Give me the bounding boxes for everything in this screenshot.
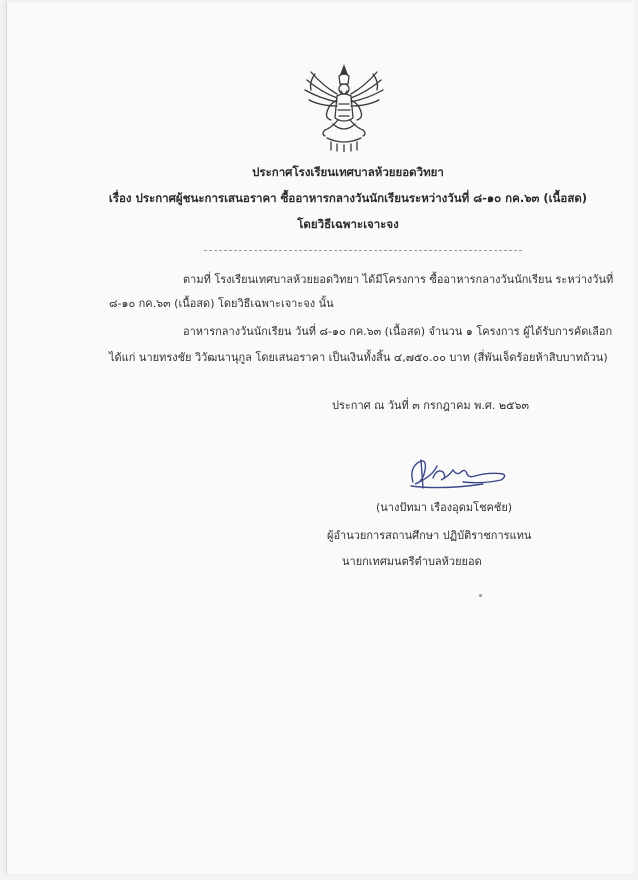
paragraph-2-line-2: ได้แก่ นายทรงชัย วิวัฒนานุกูล โดยเสนอราคา เป็นเงินทั้งสิ้น ๔,๗๕๐.๐๐ บาท (สี่พันเจ็ดร้อยห้าสิบบาทถ้วน) — [109, 351, 608, 364]
document-page — [6, 2, 633, 874]
paper-speck — [479, 594, 482, 597]
paragraph-1-line-2: ๘-๑๐ กค.๖๓ (เนื้อสด) โดยวิธีเฉพาะเจาะจง นั้น — [109, 297, 334, 310]
handwritten-signature-icon — [403, 454, 513, 494]
header-divider — [204, 250, 522, 251]
announcement-subject: เรื่อง ประกาศผู้ชนะการเสนอราคา ซื้ออาหารกลางวันนักเรียนระหว่างวันที่ ๘-๑๐ กค.๖๓ (เนื้อสด) — [108, 191, 588, 205]
announcement-date: ประกาศ ณ วันที่ ๓ กรกฎาคม พ.ศ. ๒๕๖๓ — [332, 399, 529, 412]
announcement-method: โดยวิธีเฉพาะเจาะจง — [297, 217, 399, 231]
paragraph-1-line-1: ตามที่ โรงเรียนเทศบาลห้วยยอดวิทยา ได้มีโครงการ ซื้ออาหารกลางวันนักเรียน ระหว่างวันที่ — [183, 273, 614, 286]
paragraph-2-line-1: อาหารกลางวันนักเรียน วันที่ ๘-๑๐ กค.๖๓ (เนื้อสด) จำนวน ๑ โครงการ ผู้ได้รับการคัดเลือก — [183, 325, 613, 338]
garuda-emblem-icon — [303, 64, 385, 152]
signatory-name: (นางปัทมา เรืองอุดมโชคชัย) — [376, 501, 513, 514]
signatory-position-2: นายกเทศมนตรีตำบลห้วยยอด — [342, 555, 482, 568]
signatory-position-1: ผู้อำนวยการสถานศึกษา ปฏิบัติราชการแทน — [327, 529, 532, 542]
announcement-title: ประกาศโรงเรียนเทศบาลห้วยยอดวิทยา — [252, 165, 444, 179]
